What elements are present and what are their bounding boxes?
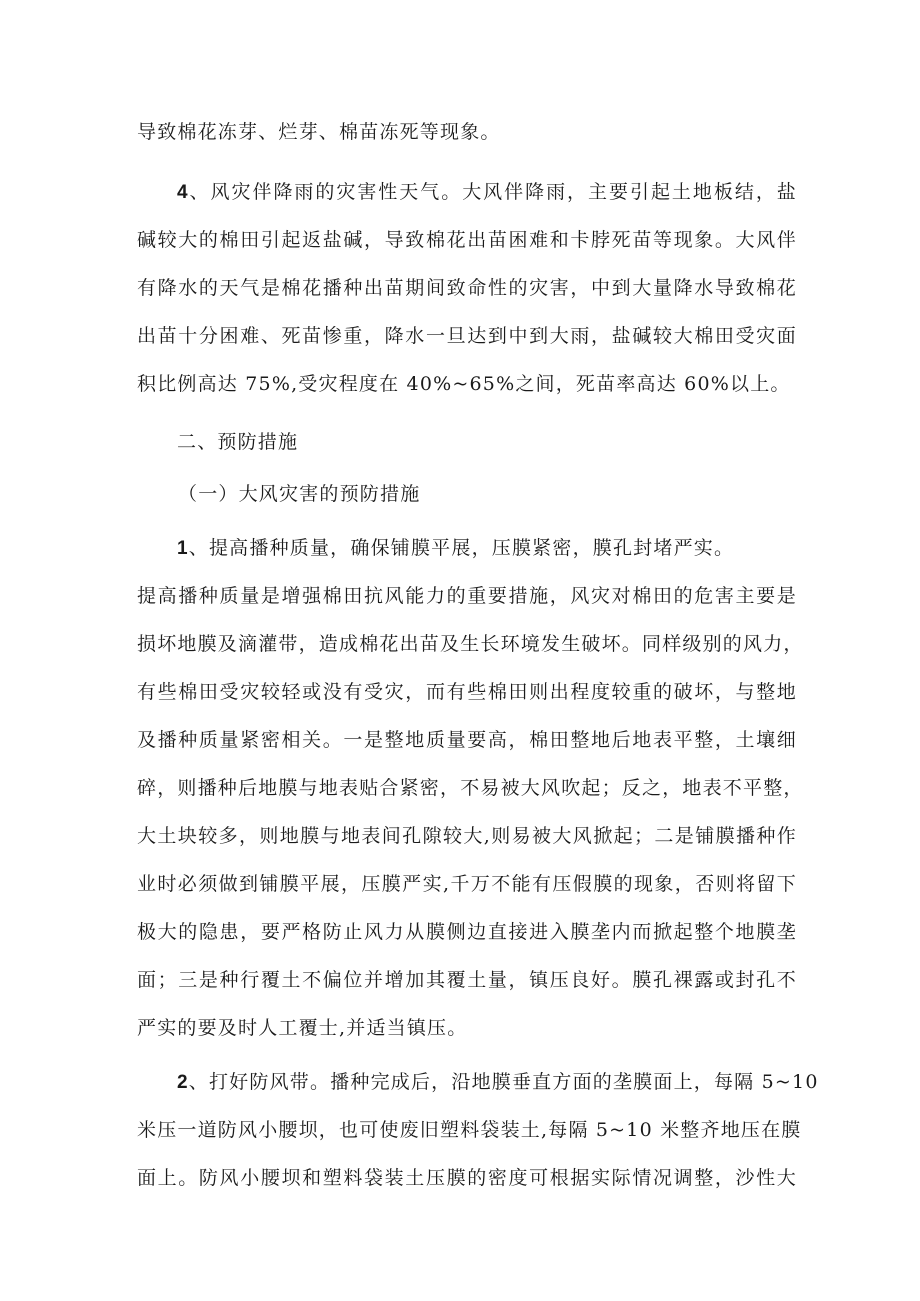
paragraph-line: 出苗十分困难、死苗惨重，降水一旦达到中到大雨，盐碱较大棉田受灾面: [137, 325, 797, 347]
subsection-heading: （一）大风灾害的预防措施: [178, 483, 421, 505]
paragraph-line: 积比例高达 75%,受灾程度在 40%~65%之间，死苗率高达 60%以上。: [137, 373, 791, 395]
paragraph-line: [177, 1070, 819, 1095]
paragraph-line: 面；三是种行覆土不偏位并增加其覆土量，镇压良好。膜孔裸露或封孔不: [137, 969, 797, 991]
paragraph-line: [177, 180, 797, 205]
section-heading: 二、预防措施: [177, 431, 299, 453]
list-number: 2: [177, 1072, 189, 1093]
list-number: 1: [177, 538, 189, 559]
paragraph-text: 、风灾伴降雨的灾害性天气。大风伴降雨，主要引起土地板结，盐: [188, 181, 797, 203]
paragraph-line: 业时必须做到铺膜平展，压膜严实,千万不能有压假膜的现象，否则将留下: [137, 873, 797, 895]
paragraph-line: 有降水的天气是棉花播种出苗期间致命性的灾害，中到大量降水导致棉花: [137, 277, 797, 299]
paragraph-line: 极大的隐患，要严格防止风力从膜侧边直接进入膜垄内而掀起整个地膜垄: [137, 921, 797, 943]
paragraph-text: 、提高播种质量，确保铺膜平展，压膜紧密，膜孔封堵严实。: [188, 537, 735, 559]
list-number: 4: [177, 182, 189, 203]
paragraph-line: 有些棉田受灾较轻或没有受灾，而有些棉田则出程度较重的破坏，与整地: [137, 681, 797, 703]
paragraph-line: 导致棉花冻芽、烂芽、棉苗冻死等现象。: [137, 121, 501, 143]
paragraph-line: 提高播种质量是增强棉田抗风能力的重要措施，风灾对棉田的危害主要是: [137, 585, 797, 607]
paragraph-line: 碎，则播种后地膜与地表贴合紧密，不易被大风吹起；反之，地表不平整，: [137, 777, 804, 799]
paragraph-line: 及播种质量紧密相关。一是整地质量要高，棉田整地后地表平整，土壤细: [137, 729, 797, 751]
paragraph-line: 碱较大的棉田引起返盐碱，导致棉花出苗困难和卡脖死苗等现象。大风伴: [137, 229, 797, 251]
paragraph-line: [177, 536, 837, 561]
paragraph-text: 、打好防风带。播种完成后，沿地膜垂直方面的垄膜面上，每隔 5~10: [188, 1071, 819, 1093]
paragraph-line: 严实的要及时人工覆士,并适当镇压。: [137, 1017, 468, 1039]
paragraph-line: 米压一道防风小腰坝，也可使废旧塑料袋装土,每隔 5~10 米整齐地压在膜: [137, 1119, 802, 1141]
paragraph-line: 损坏地膜及滴灌带，造成棉花出苗及生长环境发生破坏。同样级别的风力，: [137, 633, 804, 655]
paragraph-line: 面上。防风小腰坝和塑料袋装土压膜的密度可根据实际情况调整，沙性大: [137, 1167, 797, 1189]
paragraph-line: 大土块较多，则地膜与地表间孔隙较大,则易被大风掀起；二是铺膜播种作: [137, 825, 797, 847]
